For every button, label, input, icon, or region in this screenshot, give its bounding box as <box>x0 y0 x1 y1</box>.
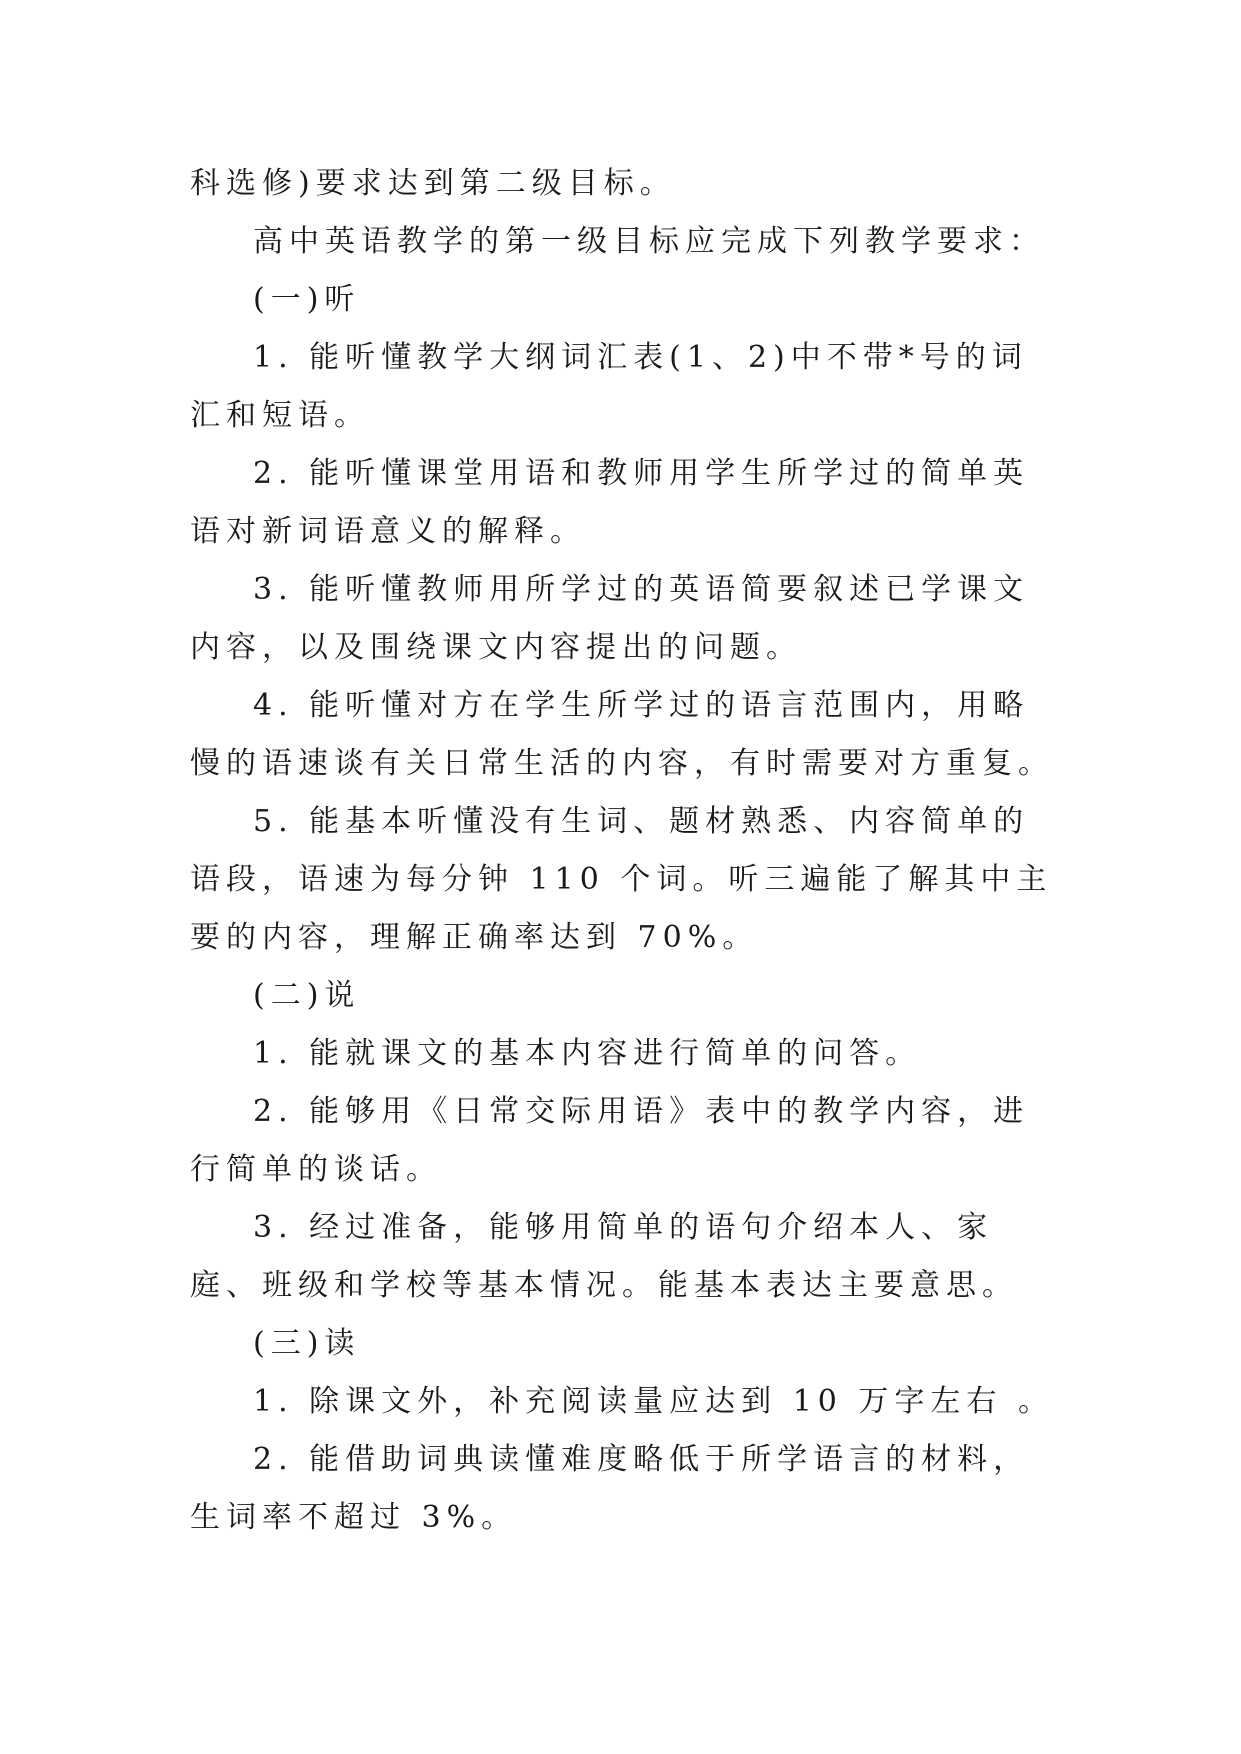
paragraph-intro: 高中英语教学的第一级目标应完成下列教学要求： <box>253 224 1045 259</box>
paragraph-continuation: 科选修)要求达到第二级目标。 <box>190 166 676 201</box>
listening-item-2: 2. 能听懂课堂用语和教师用学生所学过的简单英语对新词语意义的解释。 <box>190 456 1030 549</box>
reading-item-1: 1. 除课文外，补充阅读量应达到 10 万字左右 。 <box>253 1384 1054 1419</box>
speaking-item-2: 2. 能够用《日常交际用语》表中的教学内容，进行简单的谈话。 <box>190 1094 1030 1187</box>
listening-item-3: 3. 能听懂教师用所学过的英语简要叙述已学课文内容，以及围绕课文内容提出的问题。 <box>190 572 1030 665</box>
speaking-item-1: 1. 能就课文的基本内容进行简单的问答。 <box>253 1036 922 1071</box>
listening-item-4: 4. 能听懂对方在学生所学过的语言范围内，用略慢的语速谈有关日常生活的内容，有时需要对方重复。 <box>190 688 1054 781</box>
speaking-item-3: 3. 经过准备，能够用简单的语句介绍本人、家庭、班级和学校等基本情况。能基本表达主要意思。 <box>190 1210 1018 1303</box>
section-heading-reading: (三)读 <box>253 1326 361 1361</box>
document-body <box>190 155 1055 1547</box>
section-heading-listening: (一)听 <box>253 282 361 317</box>
listening-item-1: 1. 能听懂教学大纲词汇表(1、2)中不带*号的词汇和短语。 <box>190 340 1028 433</box>
reading-item-2: 2. 能借助词典读懂难度略低于所学语言的材料，生词率不超过 3%。 <box>190 1442 1030 1535</box>
listening-item-5: 5. 能基本听懂没有生词、题材熟悉、内容简单的语段，语速为每分钟 110 个词。听三遍能了解其中主要的内容，理解正确率达到 70%。 <box>190 804 1053 955</box>
section-heading-speaking: (二)说 <box>253 978 361 1013</box>
